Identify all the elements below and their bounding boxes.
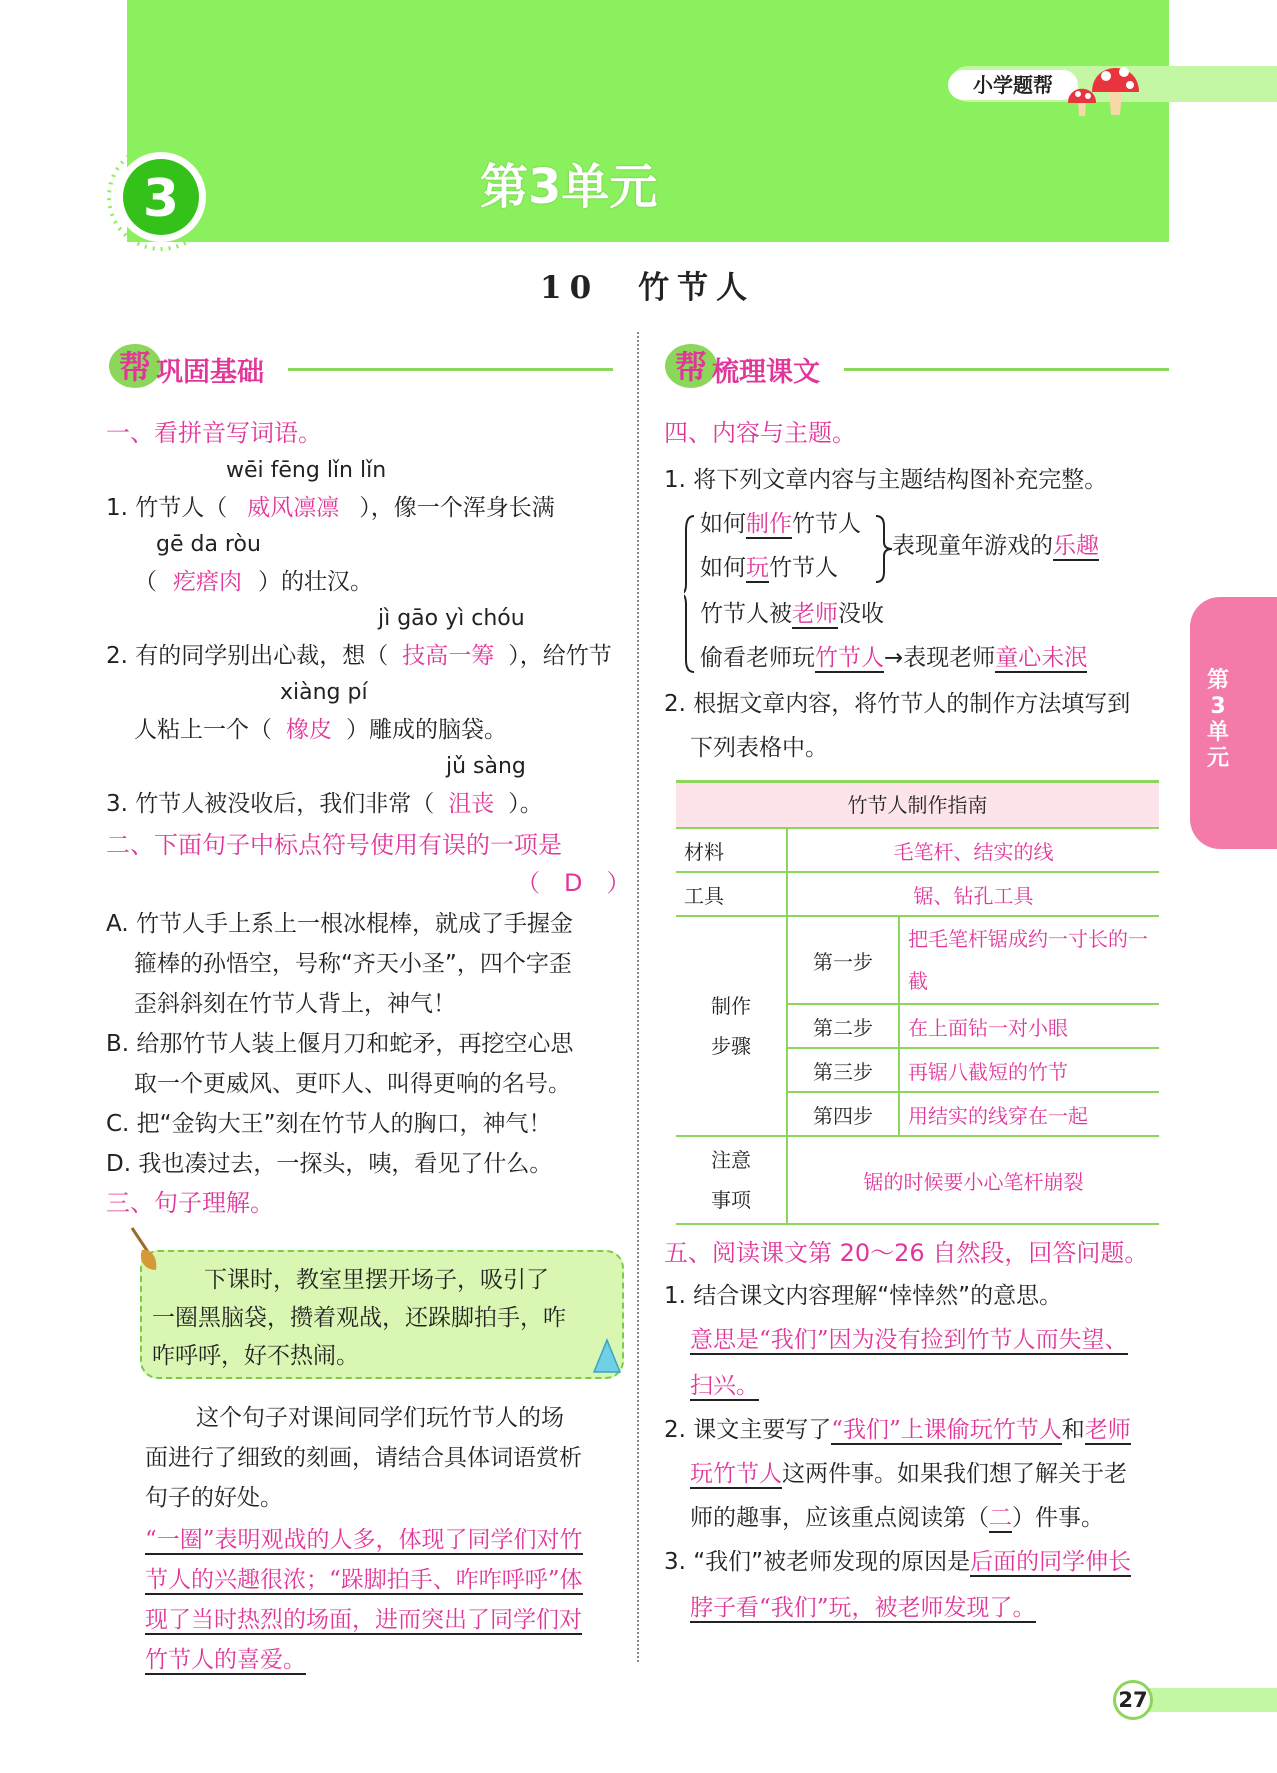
- q5-1: 1. 结合课文内容理解“悻悻然”的意思。: [664, 1283, 1063, 1309]
- answer: 童心未泯: [995, 645, 1088, 671]
- pinyin: jǔ sàng: [446, 754, 526, 779]
- q3-answer-line: [145, 1642, 306, 1678]
- answer: 乐趣: [1053, 533, 1099, 559]
- q5-1-answer-line: [690, 1368, 759, 1404]
- q5-2-line: [690, 1500, 1104, 1536]
- brand-label: 小学题帮: [948, 70, 1078, 100]
- page-number: 27: [1113, 1680, 1153, 1720]
- text: 表现童年游戏的: [892, 533, 1053, 559]
- q1-item: [106, 786, 543, 822]
- header-wave: [127, 222, 1169, 262]
- material-label: 材料: [676, 829, 787, 872]
- answer: 技高一筹: [402, 643, 495, 669]
- struct-row: [700, 596, 884, 632]
- q5-2-line: [664, 1412, 1131, 1448]
- section-header-review: [664, 342, 1169, 392]
- text: 偷看老师玩: [700, 645, 815, 671]
- q4-1: 1. 将下列文章内容与主题结构图补充完整。: [664, 467, 1108, 493]
- tool-value: 锯、钻孔工具: [787, 872, 1159, 916]
- q1-item: [106, 490, 555, 526]
- step-value: 在上面钻一对小眼: [899, 1004, 1159, 1048]
- q3-prompt: 句子的好处。: [145, 1485, 283, 1511]
- answer: 扫兴。: [690, 1373, 759, 1399]
- unit-side-tab-label: 第3单元: [1206, 668, 1229, 771]
- note-value: 锯的时候要小心笔杆崩裂: [787, 1136, 1159, 1224]
- q1-item: [106, 638, 612, 674]
- structure-brace: [874, 514, 894, 584]
- text: 人粘上一个（: [134, 717, 272, 743]
- svg-text:帮: 帮: [674, 348, 708, 386]
- pinyin: xiàng pí: [280, 680, 368, 705]
- text: ），像一个浑身长满: [359, 495, 555, 521]
- answer: 意思是“我们”因为没有捡到竹节人而失望、: [690, 1327, 1128, 1353]
- q2-option: C. 把“金钩大王”刻在竹节人的胸口，神气！: [106, 1111, 552, 1137]
- note-label: 注意事项: [676, 1136, 787, 1224]
- text: 没收: [838, 601, 884, 627]
- q1-item: [134, 712, 507, 748]
- struct-row: [700, 506, 861, 542]
- text: ）。: [508, 791, 543, 817]
- section-header-basics: [108, 342, 613, 392]
- table-title: 竹节人制作指南: [676, 780, 1159, 829]
- text: 竹节人被: [700, 601, 792, 627]
- text: ），给竹节: [508, 643, 612, 669]
- bang-badge-icon: [664, 342, 718, 390]
- answer: 制作: [746, 511, 792, 537]
- mushroom-icon: [1064, 40, 1154, 120]
- answer: 节人的兴趣很浓；“跺脚拍手、咋咋呼呼”体: [145, 1567, 583, 1593]
- guide-grid: [676, 829, 1159, 1225]
- answer: 橡皮: [286, 717, 332, 743]
- quote-line: 咋呼呼，好不热闹。: [152, 1343, 359, 1369]
- q4-2: 下列表格中。: [690, 735, 828, 761]
- q3-answer-line: [145, 1562, 583, 1598]
- answer: 玩: [746, 555, 769, 581]
- text: →表现老师: [884, 645, 996, 671]
- answer: 沮丧: [448, 791, 495, 817]
- struct-row: [700, 550, 838, 586]
- answer: 竹节人的喜爱。: [145, 1647, 306, 1673]
- q5-heading: 五、阅读课文第 20～26 自然段，回答问题。: [664, 1239, 1149, 1267]
- pinyin: gē da ròu: [156, 532, 261, 557]
- q2-option: 箍棒的孙悟空，号称“齐天小圣”，四个字歪: [134, 951, 572, 977]
- text: 1. 竹节人（: [106, 495, 228, 521]
- answer: 疙瘩肉: [173, 569, 242, 595]
- steps-label: 制作步骤: [676, 916, 787, 1136]
- step-label: 第四步: [787, 1092, 899, 1136]
- pinyin: jì gāo yì chóu: [378, 606, 525, 631]
- q3-answer-line: [145, 1522, 583, 1558]
- bell-icon: [590, 1336, 624, 1376]
- struct-row: [700, 640, 1087, 676]
- q3-answer-line: [145, 1602, 582, 1638]
- answer: 后面的同学伸长: [970, 1549, 1132, 1575]
- answer: “一圈”表明观战的人多，体现了同学们对竹: [145, 1527, 583, 1553]
- step-value: 把毛笔杆锯成约一寸长的一截: [899, 916, 1159, 1004]
- text: 3. “我们”被老师发现的原因是: [664, 1549, 971, 1575]
- answer: “我们”上课偷玩竹节人: [831, 1417, 1062, 1443]
- section-title: 巩固基础: [156, 357, 264, 388]
- text: （: [134, 569, 157, 595]
- svg-text:3: 3: [142, 169, 180, 229]
- struct-theme: [892, 528, 1099, 564]
- text: 师的趣事，应该重点阅读第（: [690, 1505, 989, 1531]
- quote-line: 一圈黑脑袋，攒着观战，还跺脚拍手，咋: [152, 1305, 566, 1331]
- q2-option: 歪斜斜刻在竹节人背上，神气！: [134, 991, 456, 1017]
- q3-prompt: 这个句子对课间同学们玩竹节人的场: [196, 1405, 564, 1431]
- bang-badge-icon: [108, 342, 162, 390]
- lesson-title: 10 竹节人: [540, 270, 756, 306]
- unit-number-badge: [106, 142, 216, 252]
- q2-heading: 二、下面句子中标点符号使用有误的一项是: [106, 831, 562, 859]
- section-title: 梳理课文: [712, 357, 820, 388]
- q2-option: B. 给那竹节人装上偃月刀和蛇矛，再挖空心思: [106, 1031, 574, 1057]
- answer: 现了当时热烈的场面，进而突出了同学们对: [145, 1607, 582, 1633]
- q2-option: D. 我也凑过去，一探头，咦，看见了什么。: [106, 1151, 553, 1177]
- text: 和: [1061, 1417, 1085, 1443]
- column-divider: [637, 332, 639, 1662]
- q4-2: 2. 根据文章内容，将竹节人的制作方法填写到: [664, 691, 1131, 717]
- q2-answer: （ D ）: [516, 869, 631, 897]
- tool-label: 工具: [676, 872, 787, 916]
- answer: 脖子看“我们”玩，被老师发现了。: [690, 1595, 1036, 1621]
- q5-2-line: [690, 1456, 1127, 1492]
- text: 竹节人: [769, 555, 838, 581]
- q2-option: A. 竹节人手上系上一根冰棍棒，就成了手握金: [106, 911, 573, 937]
- text: 2. 课文主要写了: [664, 1417, 832, 1443]
- q4-heading: 四、内容与主题。: [664, 419, 856, 447]
- text: 如何: [700, 555, 746, 581]
- text: 2. 有的同学别出心裁，想（: [106, 643, 389, 669]
- answer: 竹节人: [815, 645, 884, 671]
- q1-item: [134, 564, 373, 600]
- unit-title: 第3单元: [480, 159, 658, 215]
- text: 竹节人: [792, 511, 861, 537]
- quote-line: 下课时，教室里摆开场子，吸引了: [204, 1267, 549, 1293]
- q3-prompt: 面进行了细致的刻画，请结合具体词语赏析: [145, 1445, 582, 1471]
- text: 如何: [700, 511, 746, 537]
- step-label: 第三步: [787, 1048, 899, 1092]
- text: 3. 竹节人被没收后，我们非常（: [106, 791, 435, 817]
- answer: 二: [989, 1505, 1012, 1531]
- step-label: 第一步: [787, 916, 899, 1004]
- q1-heading: 一、看拼音写词语。: [106, 419, 322, 447]
- brush-icon: [124, 1226, 164, 1276]
- q2-option: 取一个更威风、更吓人、叫得更响的名号。: [134, 1071, 571, 1097]
- svg-text:帮: 帮: [118, 348, 152, 386]
- material-value: 毛笔杆、结实的线: [787, 829, 1159, 872]
- text: ）件事。: [1012, 1505, 1104, 1531]
- answer: 威风凛凛: [247, 495, 340, 521]
- text: ）雕成的脑袋。: [346, 717, 507, 743]
- answer: 玩竹节人: [690, 1461, 782, 1487]
- q5-1-answer-line: [690, 1322, 1128, 1358]
- answer: 老师: [792, 601, 838, 627]
- text: 这两件事。如果我们想了解关于老: [782, 1461, 1127, 1487]
- step-label: 第二步: [787, 1004, 899, 1048]
- text: ）的壮汉。: [258, 569, 373, 595]
- section-rule: [844, 368, 1169, 371]
- q5-3-line: [690, 1590, 1036, 1626]
- pinyin: wēi fēng lǐn lǐn: [226, 458, 387, 483]
- step-value: 用结实的线穿在一起: [899, 1092, 1159, 1136]
- step-value: 再锯八截短的竹节: [899, 1048, 1159, 1092]
- q3-heading: 三、句子理解。: [106, 1189, 274, 1217]
- section-rule: [288, 368, 613, 371]
- q5-3-line: [664, 1544, 1131, 1580]
- guide-table: [676, 780, 1159, 1225]
- answer: 老师: [1084, 1417, 1131, 1443]
